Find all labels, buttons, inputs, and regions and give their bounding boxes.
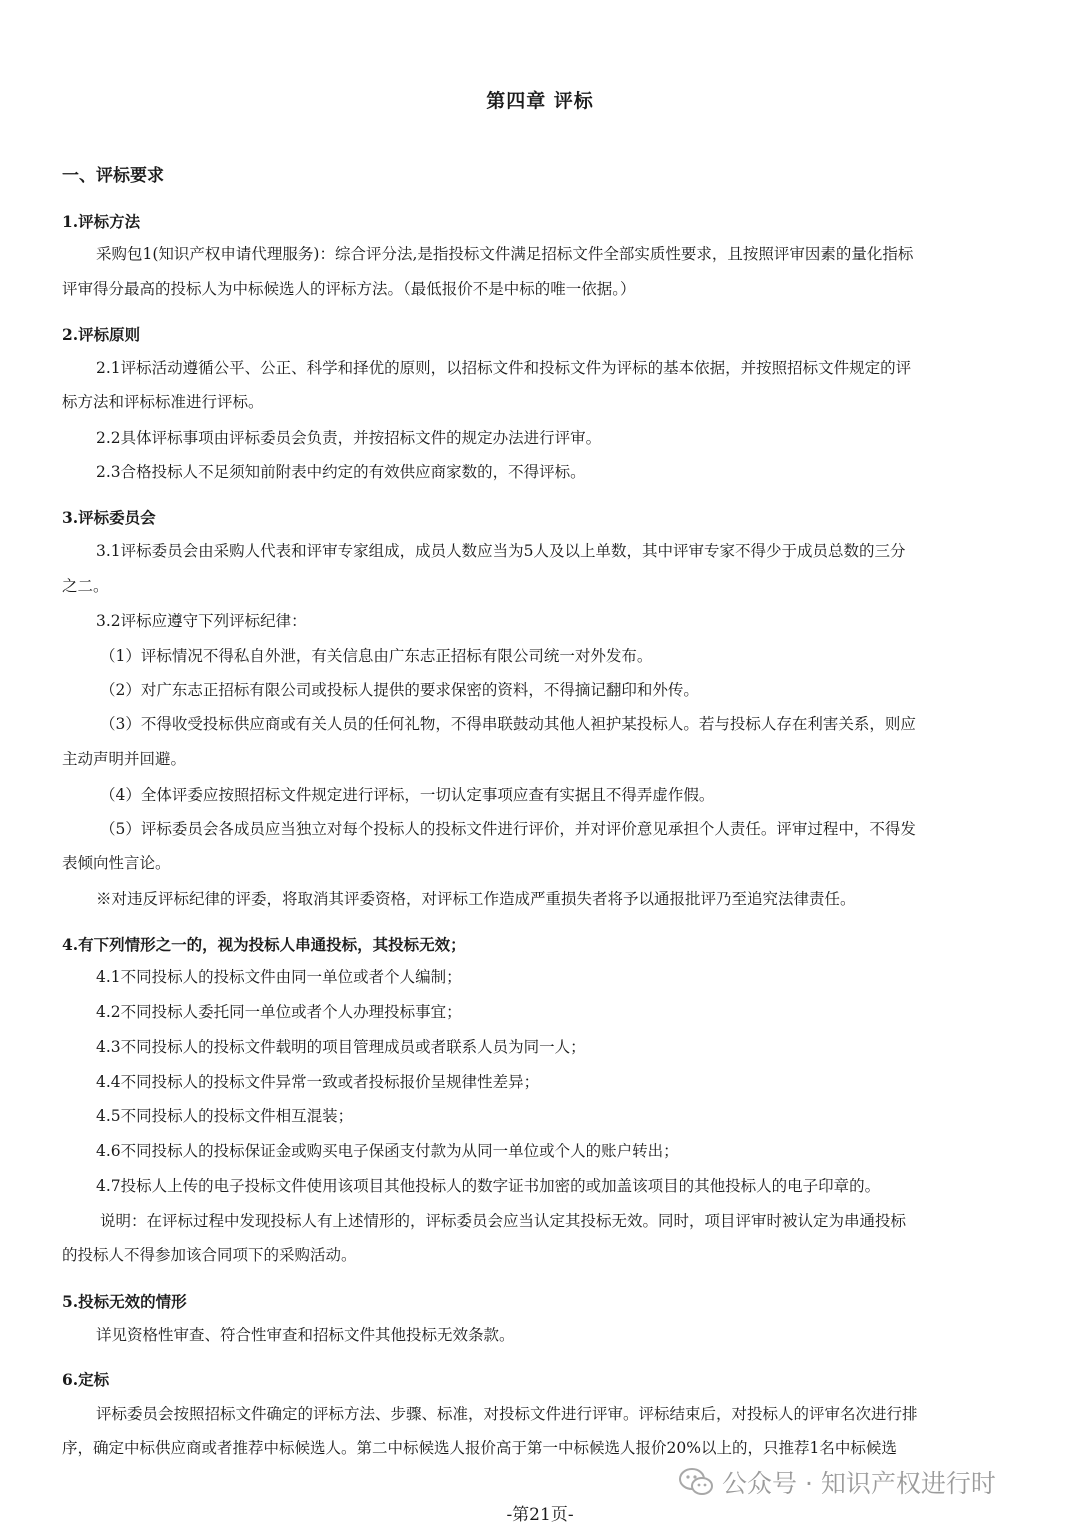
paragraph-line: 评审得分最高的投标人为中标候选人的评标方法。（最低报价不是中标的唯一依据。）: [62, 280, 636, 298]
paragraph-line: 序，确定中标供应商或者推荐中标候选人。第二中标候选人报价高于第一中标候选人报价20%以上的，只推荐1名中标候选: [62, 1439, 897, 1457]
paragraph-line: 之二。: [62, 577, 109, 595]
wechat-icon: [678, 1466, 714, 1498]
list-item: （1）评标情况不得私自外泄，有关信息由广东志正招标有限公司统一对外发布。: [100, 647, 653, 665]
paragraph-line: 采购包1(知识产权申请代理服务)：综合评分法,是指投标文件满足招标文件全部实质性要求，且按照评审因素的量化指标: [96, 245, 914, 263]
list-item: 主动声明并回避。: [62, 750, 187, 768]
paragraph-line: 的投标人不得参加该合同项下的采购活动。: [62, 1246, 357, 1264]
heading-principle: 2.评标原则: [62, 325, 141, 344]
list-item: （4）全体评委应按照招标文件规定进行评标，一切认定事项应查有实据且不得弄虚作假。: [100, 786, 715, 804]
heading-invalid: 5.投标无效的情形: [62, 1292, 187, 1311]
list-item: 4.5不同投标人的投标文件相互混装；: [96, 1107, 354, 1125]
list-item: 4.2不同投标人委托同一单位或者个人办理投标事宜；: [96, 1003, 462, 1021]
heading-committee: 3.评标委员会: [62, 508, 156, 527]
paragraph-line: 标方法和评标标准进行评标。: [62, 393, 264, 411]
paragraph-line: 2.1评标活动遵循公平、公正、科学和择优的原则，以招标文件和投标文件为评标的基本依据，并按照招标文件规定的评: [96, 359, 912, 377]
paragraph-line: 2.2具体评标事项由评标委员会负责，并按招标文件的规定办法进行评审。: [96, 429, 602, 447]
paragraph-line: 3.1评标委员会由采购人代表和评审专家组成，成员人数应当为5人及以上单数，其中评审专家不得少于成员总数的三分: [96, 542, 906, 560]
list-item: 4.7投标人上传的电子投标文件使用该项目其他投标人的数字证书加密的或加盖该项目的其他投标人的电子印章的。: [96, 1177, 881, 1195]
list-item: （5）评标委员会各成员应当独立对每个投标人的投标文件进行评价，并对评价意见承担个人责任。评审过程中，不得发: [100, 820, 916, 838]
paragraph-line: 评标委员会按照招标文件确定的评标方法、步骤、标准，对投标文件进行评审。评标结束后，对投标人的评审名次进行排: [96, 1405, 918, 1423]
list-item: 表倾向性言论。: [62, 854, 171, 872]
list-item: （3）不得收受投标供应商或有关人员的任何礼物，不得串联鼓动其他人袒护某投标人。若与投标人存在利害关系，则应: [100, 715, 916, 733]
section-heading: 一、评标要求: [62, 166, 164, 186]
heading-award: 6.定标: [62, 1370, 110, 1389]
paragraph-line: ※对违反评标纪律的评委，将取消其评委资格，对评标工作造成严重损失者将予以通报批评乃至追究法律责任。: [96, 890, 856, 908]
watermark-text: 公众号 · 知识产权进行时: [722, 1469, 996, 1498]
list-item: 4.1不同投标人的投标文件由同一单位或者个人编制；: [96, 968, 462, 986]
list-item: 4.3不同投标人的投标文件载明的项目管理成员或者联系人员为同一人；: [96, 1038, 586, 1056]
watermark: [678, 1462, 996, 1502]
list-item: 4.6不同投标人的投标保证金或购买电子保函支付款为从同一单位或个人的账户转出；: [96, 1142, 679, 1160]
heading-method: 1.评标方法: [62, 212, 141, 231]
chapter-title: 第四章 评标: [486, 90, 594, 112]
heading-collusion: 4.有下列情形之一的，视为投标人串通投标，其投标无效；: [62, 935, 466, 954]
paragraph-line: 说明：在评标过程中发现投标人有上述情形的，评标委员会应当认定其投标无效。同时，项目评审时被认定为串通投标: [100, 1212, 907, 1230]
list-item: 4.4不同投标人的投标文件异常一致或者投标报价呈规律性差异；: [96, 1073, 540, 1091]
paragraph-line: 详见资格性审查、符合性审查和招标文件其他投标无效条款。: [96, 1326, 515, 1344]
list-item: （2）对广东志正招标有限公司或投标人提供的要求保密的资料，不得摘记翻印和外传。: [100, 681, 699, 699]
paragraph-line: 3.2评标应遵守下列评标纪律：: [96, 612, 307, 630]
page-number: -第21页-: [506, 1505, 574, 1525]
paragraph-line: 2.3合格投标人不足须知前附表中约定的有效供应商家数的，不得评标。: [96, 463, 586, 481]
